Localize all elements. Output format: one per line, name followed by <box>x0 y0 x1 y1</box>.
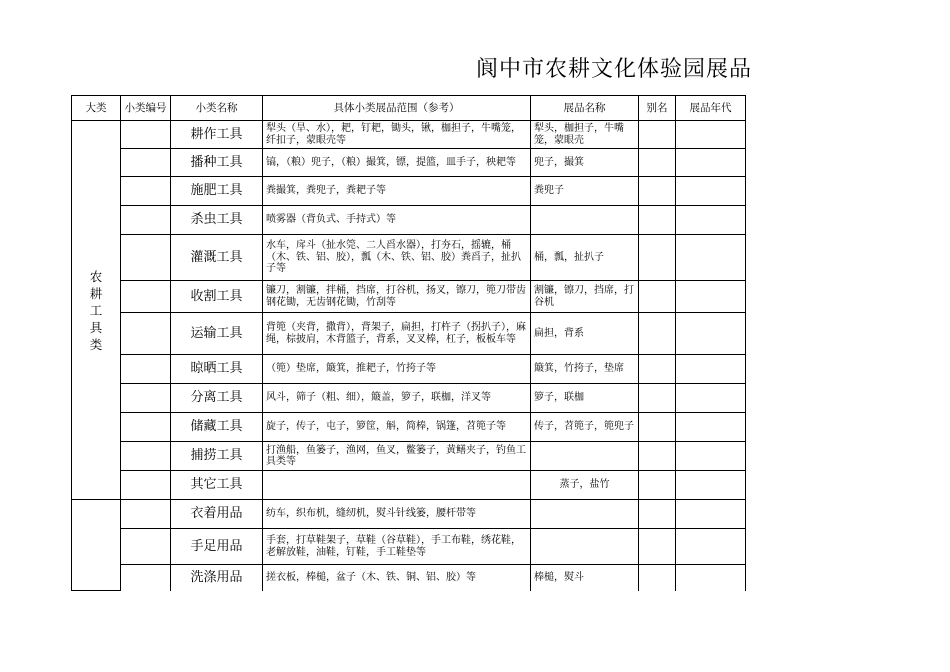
exhibit-cell[interactable]: 桶，瓢，扯扒子 <box>531 235 639 281</box>
exhibit-cell[interactable] <box>531 529 639 565</box>
era-cell[interactable] <box>676 442 746 471</box>
era-cell[interactable] <box>676 471 746 500</box>
table-row <box>72 384 746 413</box>
table-row <box>72 121 746 149</box>
header-row <box>72 96 746 121</box>
table-row <box>72 206 746 235</box>
range-cell[interactable]: 纺车，织布机，缝纫机，熨斗针线篓，腰杆带等 <box>263 500 531 529</box>
range-cell[interactable]: （篼）垫席，簸箕，推耙子，竹挎子等 <box>263 355 531 384</box>
alias-cell[interactable] <box>639 206 676 235</box>
sub-name-cell[interactable]: 杀虫工具 <box>171 206 263 235</box>
table-row <box>72 177 746 206</box>
era-cell[interactable] <box>676 565 746 591</box>
sub-code-cell[interactable] <box>121 355 171 384</box>
sheet-title: 阆中市农耕文化体验园展品 <box>476 57 753 82</box>
sub-code-cell[interactable] <box>121 529 171 565</box>
alias-cell[interactable] <box>639 177 676 206</box>
header-range[interactable]: 具体小类展品范围（参考） <box>263 96 531 121</box>
sub-code-cell[interactable] <box>121 313 171 355</box>
range-cell[interactable]: 风斗，筛子（粗、细），簸盖，箩子，联枷，洋叉等 <box>263 384 531 413</box>
sub-name-cell[interactable]: 收割工具 <box>171 281 263 313</box>
header-sub-name[interactable]: 小类名称 <box>171 96 263 121</box>
era-cell[interactable] <box>676 500 746 529</box>
era-cell[interactable] <box>676 313 746 355</box>
alias-cell[interactable] <box>639 149 676 177</box>
exhibit-cell[interactable] <box>531 206 639 235</box>
range-cell[interactable]: 镐，（粮）兜子，（粮）撮箕，镖，提篮，皿手子，秧耙等 <box>263 149 531 177</box>
alias-cell[interactable] <box>639 529 676 565</box>
alias-cell[interactable] <box>639 500 676 529</box>
era-cell[interactable] <box>676 121 746 149</box>
exhibit-cell[interactable]: 割镰，镲刀，挡席，打谷机 <box>531 281 639 313</box>
range-cell[interactable]: 水车，戽斗（扯水筦、二人舀水器），打夯石，摇辘，桶（木、铁、铝、胶），瓢（木、铁、铝、胶）粪舀子，扯扒子等 <box>263 235 531 281</box>
alias-cell[interactable] <box>639 281 676 313</box>
sub-name-cell[interactable]: 衣着用品 <box>171 500 263 529</box>
table-row <box>72 149 746 177</box>
range-cell[interactable]: 搓衣板，棒槌，盆子（木、铁、铜、铝、胶）等 <box>263 565 531 591</box>
era-cell[interactable] <box>676 177 746 206</box>
sub-name-cell[interactable]: 储藏工具 <box>171 413 263 442</box>
sub-code-cell[interactable] <box>121 413 171 442</box>
era-cell[interactable] <box>676 149 746 177</box>
header-category[interactable]: 大类 <box>72 96 121 121</box>
table-row <box>72 313 746 355</box>
sub-name-cell[interactable]: 播种工具 <box>171 149 263 177</box>
sub-code-cell[interactable] <box>121 500 171 529</box>
era-cell[interactable] <box>676 529 746 565</box>
sub-code-cell[interactable] <box>121 206 171 235</box>
sub-name-cell[interactable]: 洗涤用品 <box>171 565 263 591</box>
table-row <box>72 281 746 313</box>
header-sub-code[interactable]: 小类编号 <box>121 96 171 121</box>
alias-cell[interactable] <box>639 413 676 442</box>
header-alias[interactable]: 别名 <box>639 96 676 121</box>
range-cell[interactable]: 粪撮箕，粪兜子，粪耙子等 <box>263 177 531 206</box>
alias-cell[interactable] <box>639 355 676 384</box>
exhibit-cell[interactable] <box>531 500 639 529</box>
table-row <box>72 413 746 442</box>
range-cell[interactable]: 手套，打草鞋架子，草鞋（谷草鞋），手工布鞋，绣花鞋，老解放鞋，油鞋，钉鞋，手工鞋垫等 <box>263 529 531 565</box>
range-cell[interactable]: 打渔船，鱼篓子，渔网，鱼叉，鳖篓子，黄鳝夹子，钓鱼工具类等 <box>263 442 531 471</box>
sub-code-cell[interactable] <box>121 177 171 206</box>
sub-code-cell[interactable] <box>121 235 171 281</box>
sub-code-cell[interactable] <box>121 384 171 413</box>
era-cell[interactable] <box>676 206 746 235</box>
range-cell[interactable] <box>263 471 531 500</box>
range-cell[interactable]: 旋子，传子，屯子，箩筐，斛，简棒，锅篷，苕篼子等 <box>263 413 531 442</box>
exhibit-cell[interactable]: 蒸子，盐竹 <box>531 471 639 500</box>
alias-cell[interactable] <box>639 235 676 281</box>
sub-code-cell[interactable] <box>121 565 171 591</box>
sub-code-cell[interactable] <box>121 442 171 471</box>
alias-cell[interactable] <box>639 121 676 149</box>
sub-code-cell[interactable] <box>121 281 171 313</box>
sub-name-cell[interactable]: 分离工具 <box>171 384 263 413</box>
era-cell[interactable] <box>676 355 746 384</box>
table-row <box>72 500 746 529</box>
category-farm-tools[interactable]: 农耕工具类 <box>72 121 121 500</box>
header-era[interactable]: 展品年代 <box>676 96 746 121</box>
table-row <box>72 529 746 565</box>
sub-name-cell[interactable]: 耕作工具 <box>171 121 263 149</box>
exhibit-cell[interactable]: 犁头，枷担子，牛嘴笼，蒙眼壳 <box>531 121 639 149</box>
range-cell[interactable]: 犁头（旱、水），耙，钉耙，锄头，锹，枷担子，牛嘴笼，纤扣子，蒙眼壳等 <box>263 121 531 149</box>
era-cell[interactable] <box>676 235 746 281</box>
exhibit-cell[interactable]: 粪兜子 <box>531 177 639 206</box>
sub-name-cell[interactable]: 施肥工具 <box>171 177 263 206</box>
sub-name-cell[interactable]: 捕捞工具 <box>171 442 263 471</box>
exhibit-cell[interactable] <box>531 442 639 471</box>
exhibit-table <box>71 95 746 591</box>
range-cell[interactable]: 喷雾器（背负式、手持式）等 <box>263 206 531 235</box>
table-row <box>72 442 746 471</box>
table-row <box>72 471 746 500</box>
exhibit-cell[interactable]: 兜子，撮箕 <box>531 149 639 177</box>
exhibit-cell[interactable]: 箩子，联枷 <box>531 384 639 413</box>
sub-name-cell[interactable]: 运输工具 <box>171 313 263 355</box>
header-exhibit[interactable]: 展品名称 <box>531 96 639 121</box>
sub-name-cell[interactable]: 灌溉工具 <box>171 235 263 281</box>
alias-cell[interactable] <box>639 313 676 355</box>
exhibit-cell[interactable]: 传子，苕篼子，篼兜子 <box>531 413 639 442</box>
sub-code-cell[interactable] <box>121 471 171 500</box>
sub-code-cell[interactable] <box>121 121 171 149</box>
alias-cell[interactable] <box>639 565 676 591</box>
table-row <box>72 235 746 281</box>
sub-name-cell[interactable]: 手足用品 <box>171 529 263 565</box>
range-cell[interactable]: 镰刀，割镰，拌桶，挡席，打谷机，扬叉，镲刀，篼刀带齿钢花锄，无齿钢花锄，竹刮等 <box>263 281 531 313</box>
alias-cell[interactable] <box>639 384 676 413</box>
table-row <box>72 355 746 384</box>
alias-cell[interactable] <box>639 442 676 471</box>
table-row <box>72 565 746 591</box>
sub-name-cell[interactable]: 晾晒工具 <box>171 355 263 384</box>
alias-cell[interactable] <box>639 471 676 500</box>
era-cell[interactable] <box>676 384 746 413</box>
era-cell[interactable] <box>676 413 746 442</box>
range-cell[interactable]: 背篼（夹背，撒背），背架子，扁担，打杵子（拐扒子），麻绳，棕披肩，木背篮子，背系，叉叉棒，杠子，板板车等 <box>263 313 531 355</box>
exhibit-cell[interactable]: 棒槌，熨斗 <box>531 565 639 591</box>
category-daily-goods[interactable] <box>72 500 121 591</box>
exhibit-cell[interactable]: 簸箕，竹挎子，垫席 <box>531 355 639 384</box>
exhibit-cell[interactable]: 扁担，背系 <box>531 313 639 355</box>
sub-name-cell[interactable]: 其它工具 <box>171 471 263 500</box>
era-cell[interactable] <box>676 281 746 313</box>
sub-code-cell[interactable] <box>121 149 171 177</box>
